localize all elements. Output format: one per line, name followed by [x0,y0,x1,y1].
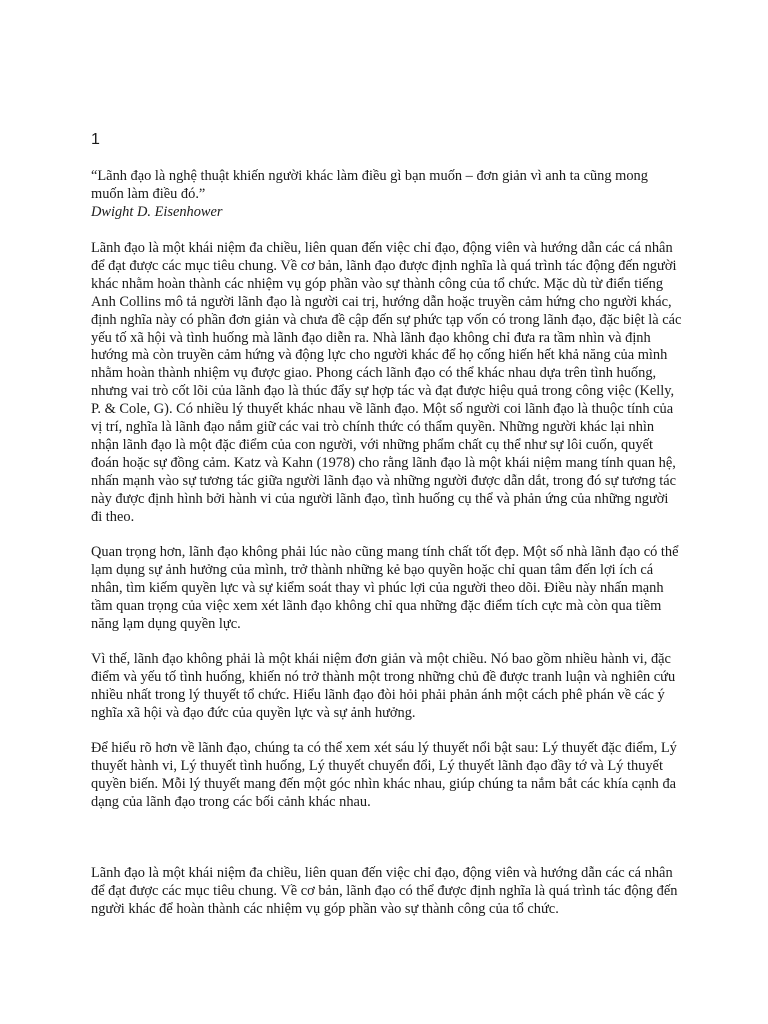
quote-block [91,168,683,222]
page-number: 1 [91,131,100,148]
paragraph: Để hiểu rõ hơn về lãnh đạo, chúng ta có thể xem xét sáu lý thuyết nổi bật sau: Lý thuyết đặc điểm, Lý thuyết hành vi, Lý thuyết tình huống, Lý thuyết chuyển đổi, Lý thuyết lãnh đạo đầy tớ và Lý thuyết quyền biến. Mỗi lý thuyết mang đến một góc nhìn khác nhau, giúp chúng ta nắm bắt các khía cạnh đa dạng của lãnh đạo trong các bối cảnh khác nhau. [91,740,677,810]
paragraph-definition [91,240,683,527]
paragraph: Lãnh đạo là một khái niệm đa chiều, liên quan đến việc chỉ đạo, động viên và hướng dẫn các cá nhân để đạt được các mục tiêu chung. Về cơ bản, lãnh đạo được định nghĩa là quá trình tác động đến người khác nhằm hoàn thành các nhiệm vụ góp phần vào sự thành công của tổ chức. Mặc dù từ điển tiếng Anh Collins mô tả người lãnh đạo là người cai trị, hướng dẫn hoặc truyền cảm hứng cho người khác, định nghĩa này có phần đơn giản và chưa đề cập đến sự phức tạp vốn có trong lãnh đạo, đặc biệt là các yếu tố xã hội và tình huống mà lãnh đạo diễn ra. Nhà lãnh đạo không chỉ đưa ra tầm nhìn và định hướng mà còn truyền cảm hứng và động lực cho người khác để họ cống hiến hết khả năng của mình nhằm hoàn thành nhiệm vụ được giao. Phong cách lãnh đạo có thể khác nhau dựa trên tình huống, nhưng vai trò cốt lõi của lãnh đạo là thúc đẩy sự hợp tác và đạt được hiệu quả trong công việc (Kelly, P. & Cole, G). Có nhiều lý thuyết khác nhau về lãnh đạo. Một số người coi lãnh đạo là thuộc tính của vị trí, nghĩa là lãnh đạo nắm giữ các vai trò chính thức có thẩm quyền. Những người khác lại nhìn nhận lãnh đạo là một đặc điểm của con người, với những phẩm chất cụ thể như sự lôi cuốn, quyết đoán hoặc sự đồng cảm. Katz và Kahn (1978) cho rằng lãnh đạo là một khái niệm mang tính quan hệ, nhấn mạnh vào sự tương tác giữa người lãnh đạo và những người được dẫn dắt, trong đó sự tương tác này được định hình bởi hành vi của người lãnh đạo, tình huống cụ thể và phản ứng của những người đi theo. [91,240,682,525]
paragraph-complexity [91,651,683,723]
quote-author: Dwight D. Eisenhower [91,203,223,220]
paragraph: Vì thế, lãnh đạo không phải là một khái niệm đơn giản và một chiều. Nó bao gồm nhiều hành vi, đặc điểm và yếu tố tình huống, khiến nó trở thành một trong những chủ đề được tranh luận và nghiên cứu nhiều nhất trong lý thuyết tổ chức. Hiểu lãnh đạo đòi hỏi phải phản ánh một cách phê phán về các ý nghĩa xã hội và đạo đức của quyền lực và sự ảnh hưởng. [91,651,676,721]
paragraph-misuse [91,544,683,634]
quote-text: “Lãnh đạo là nghệ thuật khiến người khác làm điều gì bạn muốn – đơn giản vì anh ta cũng mong muốn làm điều đó.” [91,168,648,202]
paragraph: Lãnh đạo là một khái niệm đa chiều, liên quan đến việc chỉ đạo, động viên và hướng dẫn các cá nhân để đạt được các mục tiêu chung. Về cơ bản, lãnh đạo có thể được định nghĩa là quá trình tác động đến người khác để hoàn thành các nhiệm vụ góp phần vào sự thành công của tổ chức. [91,865,678,917]
paragraph-theories [91,740,683,812]
paragraph-definition-repeat [91,865,683,919]
paragraph: Quan trọng hơn, lãnh đạo không phải lúc nào cũng mang tính chất tốt đẹp. Một số nhà lãnh đạo có thể lạm dụng sự ảnh hưởng của mình, trở thành những kẻ bạo quyền hoặc chỉ quan tâm đến lợi ích cá nhân, tìm kiếm quyền lực và sự kiểm soát thay vì phúc lợi của người theo dõi. Điều này nhấn mạnh tầm quan trọng của việc xem xét lãnh đạo không chỉ qua những đặc điểm tích cực mà còn qua tiềm năng lạm dụng quyền lực. [91,544,679,632]
